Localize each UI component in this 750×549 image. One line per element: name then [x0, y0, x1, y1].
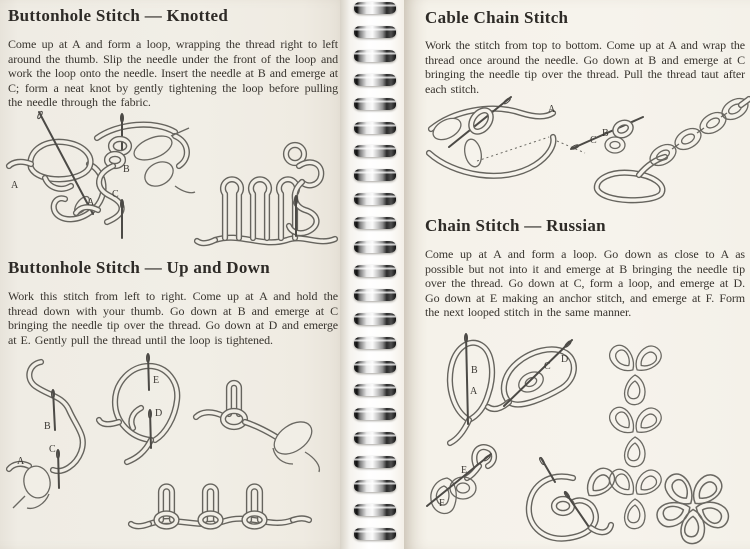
figure-buttonhole-up-down: [3, 352, 339, 548]
binding-ring: [354, 122, 396, 134]
binding-ring: [354, 98, 396, 110]
binding-ring: [354, 2, 396, 14]
binding-ring: [354, 313, 396, 325]
fig-trefoil-motifs: [605, 341, 665, 528]
figure-label: A: [11, 180, 19, 191]
fig-first-loop: [9, 362, 83, 508]
fig-loop-in-progress: [529, 457, 619, 539]
heading-chain-russian: Chain Stitch — Russian: [425, 216, 606, 235]
body-buttonhole-knotted: Come up at A and form a loop, wrapping the thread right to left around the thumb. Slip the needle under the front of the loop and work the loop onto the needle. Insert the needle at B and emerge at C; form a neat knot by gently tightening the loop before pulling the needle through the fabric.: [8, 37, 338, 110]
fig-knotted-stitch-row: [197, 145, 335, 243]
figure-label: A: [87, 197, 95, 208]
fig-first-loop: [450, 334, 492, 443]
body-buttonhole-up-down: Work this stitch from left to right. Come up at A and hold the thread down with your thumb. Go down at B and emerge at C bringing the needle tip over the thread. Go down at D and emerge at E. Gently pull the thread until the loop is tightened.: [8, 289, 338, 347]
heading-buttonhole-up-down: Buttonhole Stitch — Up and Down: [8, 258, 270, 277]
figure-label: D: [561, 354, 569, 365]
body-chain-russian: Come up at A and form a loop. Go down as close to A as possible but not into it and emerge at B bringing the needle tip over the thread. Go down at C, form a loop, and emerge at D. Go down at E making an anchor stitch, and emerge at F. Form the next looped stitch in the same manner.: [425, 247, 745, 320]
binding-ring: [354, 528, 396, 540]
binding-ring: [354, 74, 396, 86]
binding-ring: [354, 193, 396, 205]
binding-ring: [354, 217, 396, 229]
figure-label: E: [153, 375, 160, 386]
binding-ring: [354, 337, 396, 349]
figure-buttonhole-knotted: [3, 108, 339, 250]
heading-buttonhole-knotted: Buttonhole Stitch — Knotted: [8, 6, 229, 25]
figure-label: B: [123, 164, 130, 175]
figure-label: C: [544, 361, 551, 372]
figure-label: E: [461, 465, 468, 476]
binding-ring: [354, 289, 396, 301]
figure-chain-russian: [425, 330, 750, 549]
binding-ring: [354, 145, 396, 157]
figure-label: C: [112, 189, 119, 200]
figure-label: F: [439, 498, 445, 509]
figure-label: A: [470, 386, 478, 397]
figure-label: A: [548, 104, 556, 115]
fig-second-loop: [99, 354, 177, 462]
figure-cable-chain: [425, 95, 750, 213]
fig-chain-progress: [571, 94, 750, 200]
binding-ring: [354, 26, 396, 38]
figure-label: C: [590, 135, 597, 146]
fig-pull-through: [196, 383, 319, 472]
binding-ring: [354, 480, 396, 492]
binding-ring: [354, 504, 396, 516]
heading-cable-chain: Cable Chain Stitch: [425, 8, 569, 27]
binding-ring: [354, 265, 396, 277]
right-page: [404, 0, 750, 549]
figure-label: A: [17, 456, 25, 467]
binding-ring: [354, 241, 396, 253]
figure-label: D: [155, 408, 163, 419]
figure-label: B: [44, 421, 51, 432]
fig-second-loop: [488, 340, 574, 409]
left-page: [0, 0, 352, 549]
binding-ring: [354, 50, 396, 62]
binding-ring: [354, 432, 396, 444]
spiral-binding: [340, 0, 404, 549]
fig-wrap-thread: [429, 97, 585, 176]
figure-label: B: [471, 365, 478, 376]
fig-flower-motif: [654, 470, 732, 544]
binding-ring: [354, 169, 396, 181]
binding-ring: [354, 408, 396, 420]
fig-knot-forming: [76, 114, 195, 238]
binding-ring: [354, 456, 396, 468]
figure-label: B: [602, 128, 609, 139]
figure-label: C: [49, 444, 56, 455]
body-cable-chain: Work the stitch from top to bottom. Come up at A and wrap the thread once around the needle. Go down at B and emerge at C bringing the needle tip over the thread. Pull the thread taut after each stitch.: [425, 38, 745, 96]
binding-ring: [354, 361, 396, 373]
fig-anchor-stitch: [427, 447, 494, 513]
binding-ring: [354, 384, 396, 396]
fig-finished-row: [131, 487, 309, 527]
